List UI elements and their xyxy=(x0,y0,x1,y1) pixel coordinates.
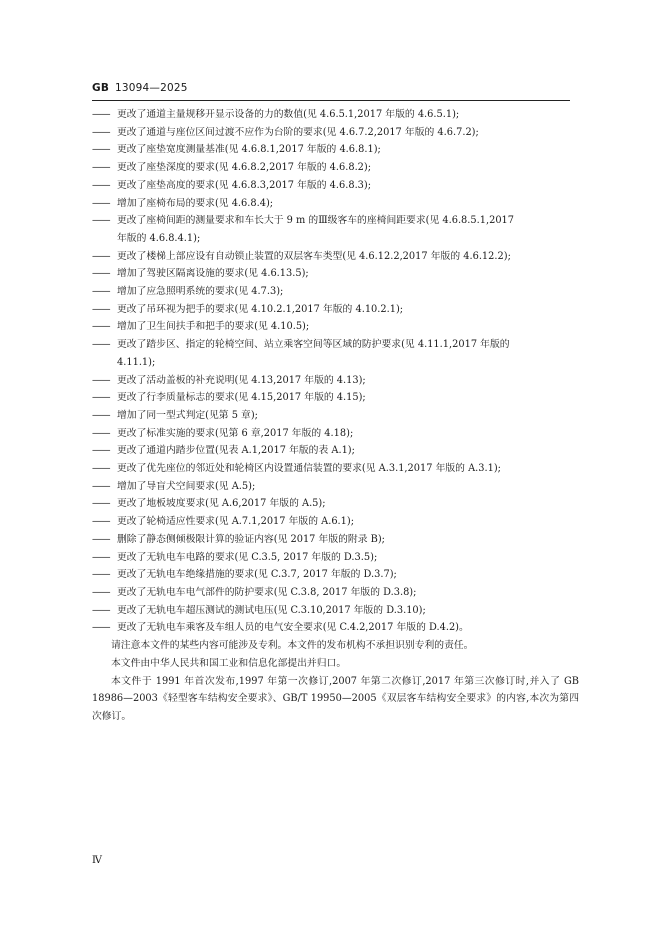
list-item-continuation: 4.11.1); xyxy=(117,356,156,368)
list-dash: —— xyxy=(92,374,110,386)
list-dash: —— xyxy=(92,516,110,528)
list-dash: —— xyxy=(92,551,110,563)
list-item xyxy=(92,549,579,567)
list-item xyxy=(92,212,579,247)
list-item-text: 更改了座垫高度的要求(见 4.6.8.3,2017 年版的 4.6.8.3); xyxy=(117,179,372,191)
list-item xyxy=(92,372,579,390)
list-item-text: 更改了行李质量标志的要求(见 4.15,2017 年版的 4.15); xyxy=(117,392,366,404)
list-item-text: 更改了座垫深度的要求(见 4.6.8.2,2017 年版的 4.6.8.2); xyxy=(117,162,372,174)
list-dash: —— xyxy=(92,569,110,581)
list-dash: —— xyxy=(92,339,110,351)
list-item-text: 更改了无轨电车超压测试的测试电压(见 C.3.10,2017 年版的 D.3.10); xyxy=(117,604,426,616)
list-item xyxy=(92,495,579,513)
list-item xyxy=(92,283,579,301)
list-item xyxy=(92,513,579,531)
list-item-text: 更改了座椅间距的测量要求和车长大于 9 m 的Ⅲ级客车的座椅间距要求(见 4.6.8.5.1,2017 xyxy=(117,215,515,227)
list-item xyxy=(92,425,579,443)
list-item xyxy=(92,177,579,195)
list-dash: —— xyxy=(92,162,110,174)
list-item-text: 更改了无轨电车电气部件的防护要求(见 C.3.8, 2017 年版的 D.3.8); xyxy=(117,586,417,598)
list-dash: —— xyxy=(92,463,110,475)
list-item-text: 增加了卫生间扶手和把手的要求(见 4.10.5); xyxy=(117,321,310,333)
page-number: Ⅳ xyxy=(92,855,102,866)
list-item-text: 更改了楼梯上部应设有自动锁止装置的双层客车类型(见 4.6.12.2,2017 年版的 4.6.12.2); xyxy=(117,250,511,262)
list-item-text: 增加了应急照明系统的要求(见 4.7.3); xyxy=(117,286,284,298)
list-item-text: 更改了无轨电车绝缘措施的要求(见 C.3.7, 2017 年版的 D.3.7); xyxy=(117,569,397,581)
standard-number: 13094—2025 xyxy=(115,82,188,94)
change-list xyxy=(92,106,579,637)
list-item xyxy=(92,318,579,336)
list-item xyxy=(92,584,579,602)
list-item-text: 更改了无轨电车乘客及车组人员的电气安全要求(见 C.4.2,2017 年版的 D.4.2)。 xyxy=(117,622,469,634)
list-dash: —— xyxy=(92,604,110,616)
list-item xyxy=(92,248,579,266)
header-rule xyxy=(92,100,570,101)
list-dash: —— xyxy=(92,321,110,333)
list-item-text: 增加了座椅布局的要求(见 4.6.8.4); xyxy=(117,197,274,209)
list-item-text: 更改了通道内踏步位置(见表 A.1,2017 年版的表 A.1); xyxy=(117,445,355,457)
list-dash: —— xyxy=(92,250,110,262)
list-dash: —— xyxy=(92,392,110,404)
list-item xyxy=(92,265,579,283)
list-item xyxy=(92,159,579,177)
list-item xyxy=(92,407,579,425)
list-item xyxy=(92,619,579,637)
document-body xyxy=(92,106,579,726)
list-dash: —— xyxy=(92,144,110,156)
list-dash: —— xyxy=(92,126,110,138)
list-item-continuation: 年版的 4.6.8.4.1); xyxy=(117,232,201,244)
list-dash: —— xyxy=(92,109,110,120)
paragraphs xyxy=(92,637,579,726)
list-item xyxy=(92,195,579,213)
list-item-text: 更改了地板坡度要求(见 A.6,2017 年版的 A.5); xyxy=(117,498,326,510)
list-item xyxy=(92,442,579,460)
list-dash: —— xyxy=(92,179,110,191)
list-item-text: 更改了活动盖板的补充说明(见 4.13,2017 年版的 4.13); xyxy=(117,374,366,386)
list-item xyxy=(92,478,579,496)
list-item-text: 增加了同一型式判定(见第 5 章); xyxy=(117,409,258,421)
list-dash: —— xyxy=(92,215,110,227)
list-item-text: 更改了轮椅适应性要求(见 A.7.1,2017 年版的 A.6.1); xyxy=(117,516,355,528)
list-item xyxy=(92,602,579,620)
list-item-text: 删除了静态侧倾极限计算的验证内容(见 2017 年版的附录 B); xyxy=(117,533,385,545)
page-header xyxy=(92,82,188,94)
standard-code: GB xyxy=(92,82,110,94)
list-dash: —— xyxy=(92,409,110,421)
list-item xyxy=(92,566,579,584)
list-dash: —— xyxy=(92,498,110,510)
list-item xyxy=(92,106,579,124)
list-dash: —— xyxy=(92,586,110,598)
list-item xyxy=(92,124,579,142)
list-item-text: 增加了导盲犬空间要求(见 A.5); xyxy=(117,480,256,492)
list-item-text: 更改了座垫宽度测量基准(见 4.6.8.1,2017 年版的 4.6.8.1); xyxy=(117,144,381,156)
list-item xyxy=(92,141,579,159)
list-item-text: 更改了吊环视为把手的要求(见 4.10.2.1,2017 年版的 4.10.2.1); xyxy=(117,303,404,315)
list-item-text: 更改了通道与座位区间过渡不应作为台阶的要求(见 4.6.7.2,2017 年版的 4.6.7.2); xyxy=(117,126,479,138)
list-dash: —— xyxy=(92,303,110,315)
list-dash: —— xyxy=(92,427,110,439)
list-item-text: 更改了标准实施的要求(见第 6 章,2017 年版的 4.18); xyxy=(117,427,354,439)
list-dash: —— xyxy=(92,286,110,298)
list-item xyxy=(92,460,579,478)
list-dash: —— xyxy=(92,533,110,545)
body-paragraph: 本文件由中华人民共和国工业和信息化部提出并归口。 xyxy=(111,657,347,669)
list-item xyxy=(92,336,579,371)
list-dash: —— xyxy=(92,445,110,457)
list-dash: —— xyxy=(92,268,110,280)
list-item-text: 更改了踏步区、指定的轮椅空间、站立乘客空间等区域的防护要求(见 4.11.1,2017 年版的 xyxy=(117,339,510,351)
list-item-text: 增加了驾驶区隔离设施的要求(见 4.6.13.5); xyxy=(117,268,309,280)
body-paragraph: 请注意本文件的某些内容可能涉及专利。本文件的发布机构不承担识别专利的责任。 xyxy=(111,640,474,652)
list-item xyxy=(92,531,579,549)
list-dash: —— xyxy=(92,622,110,634)
list-item xyxy=(92,301,579,319)
list-dash: —— xyxy=(92,480,110,492)
list-dash: —— xyxy=(92,197,110,209)
body-paragraph: 本文件于 1991 年首次发布,1997 年第一次修订,2007 年第二次修订,2017 年第三次修订时,并入了 GB 18986—2003《轻型客车结构安全要求》、GB/T 19950—2005《双层客车结构安全要求》的内容,本次为第四次修订。 xyxy=(92,675,579,722)
list-item-text: 更改了无轨电车电路的要求(见 C.3.5, 2017 年版的 D.3.5); xyxy=(117,551,378,563)
list-item-text: 更改了通道主量规移开显示设备的力的数值(见 4.6.5.1,2017 年版的 4.6.5.1); xyxy=(117,109,460,120)
list-item xyxy=(92,389,579,407)
list-item-text: 更改了优先座位的邻近处和轮椅区内设置通信装置的要求(见 A.3.1,2017 年版的 A.3.1); xyxy=(117,463,501,475)
